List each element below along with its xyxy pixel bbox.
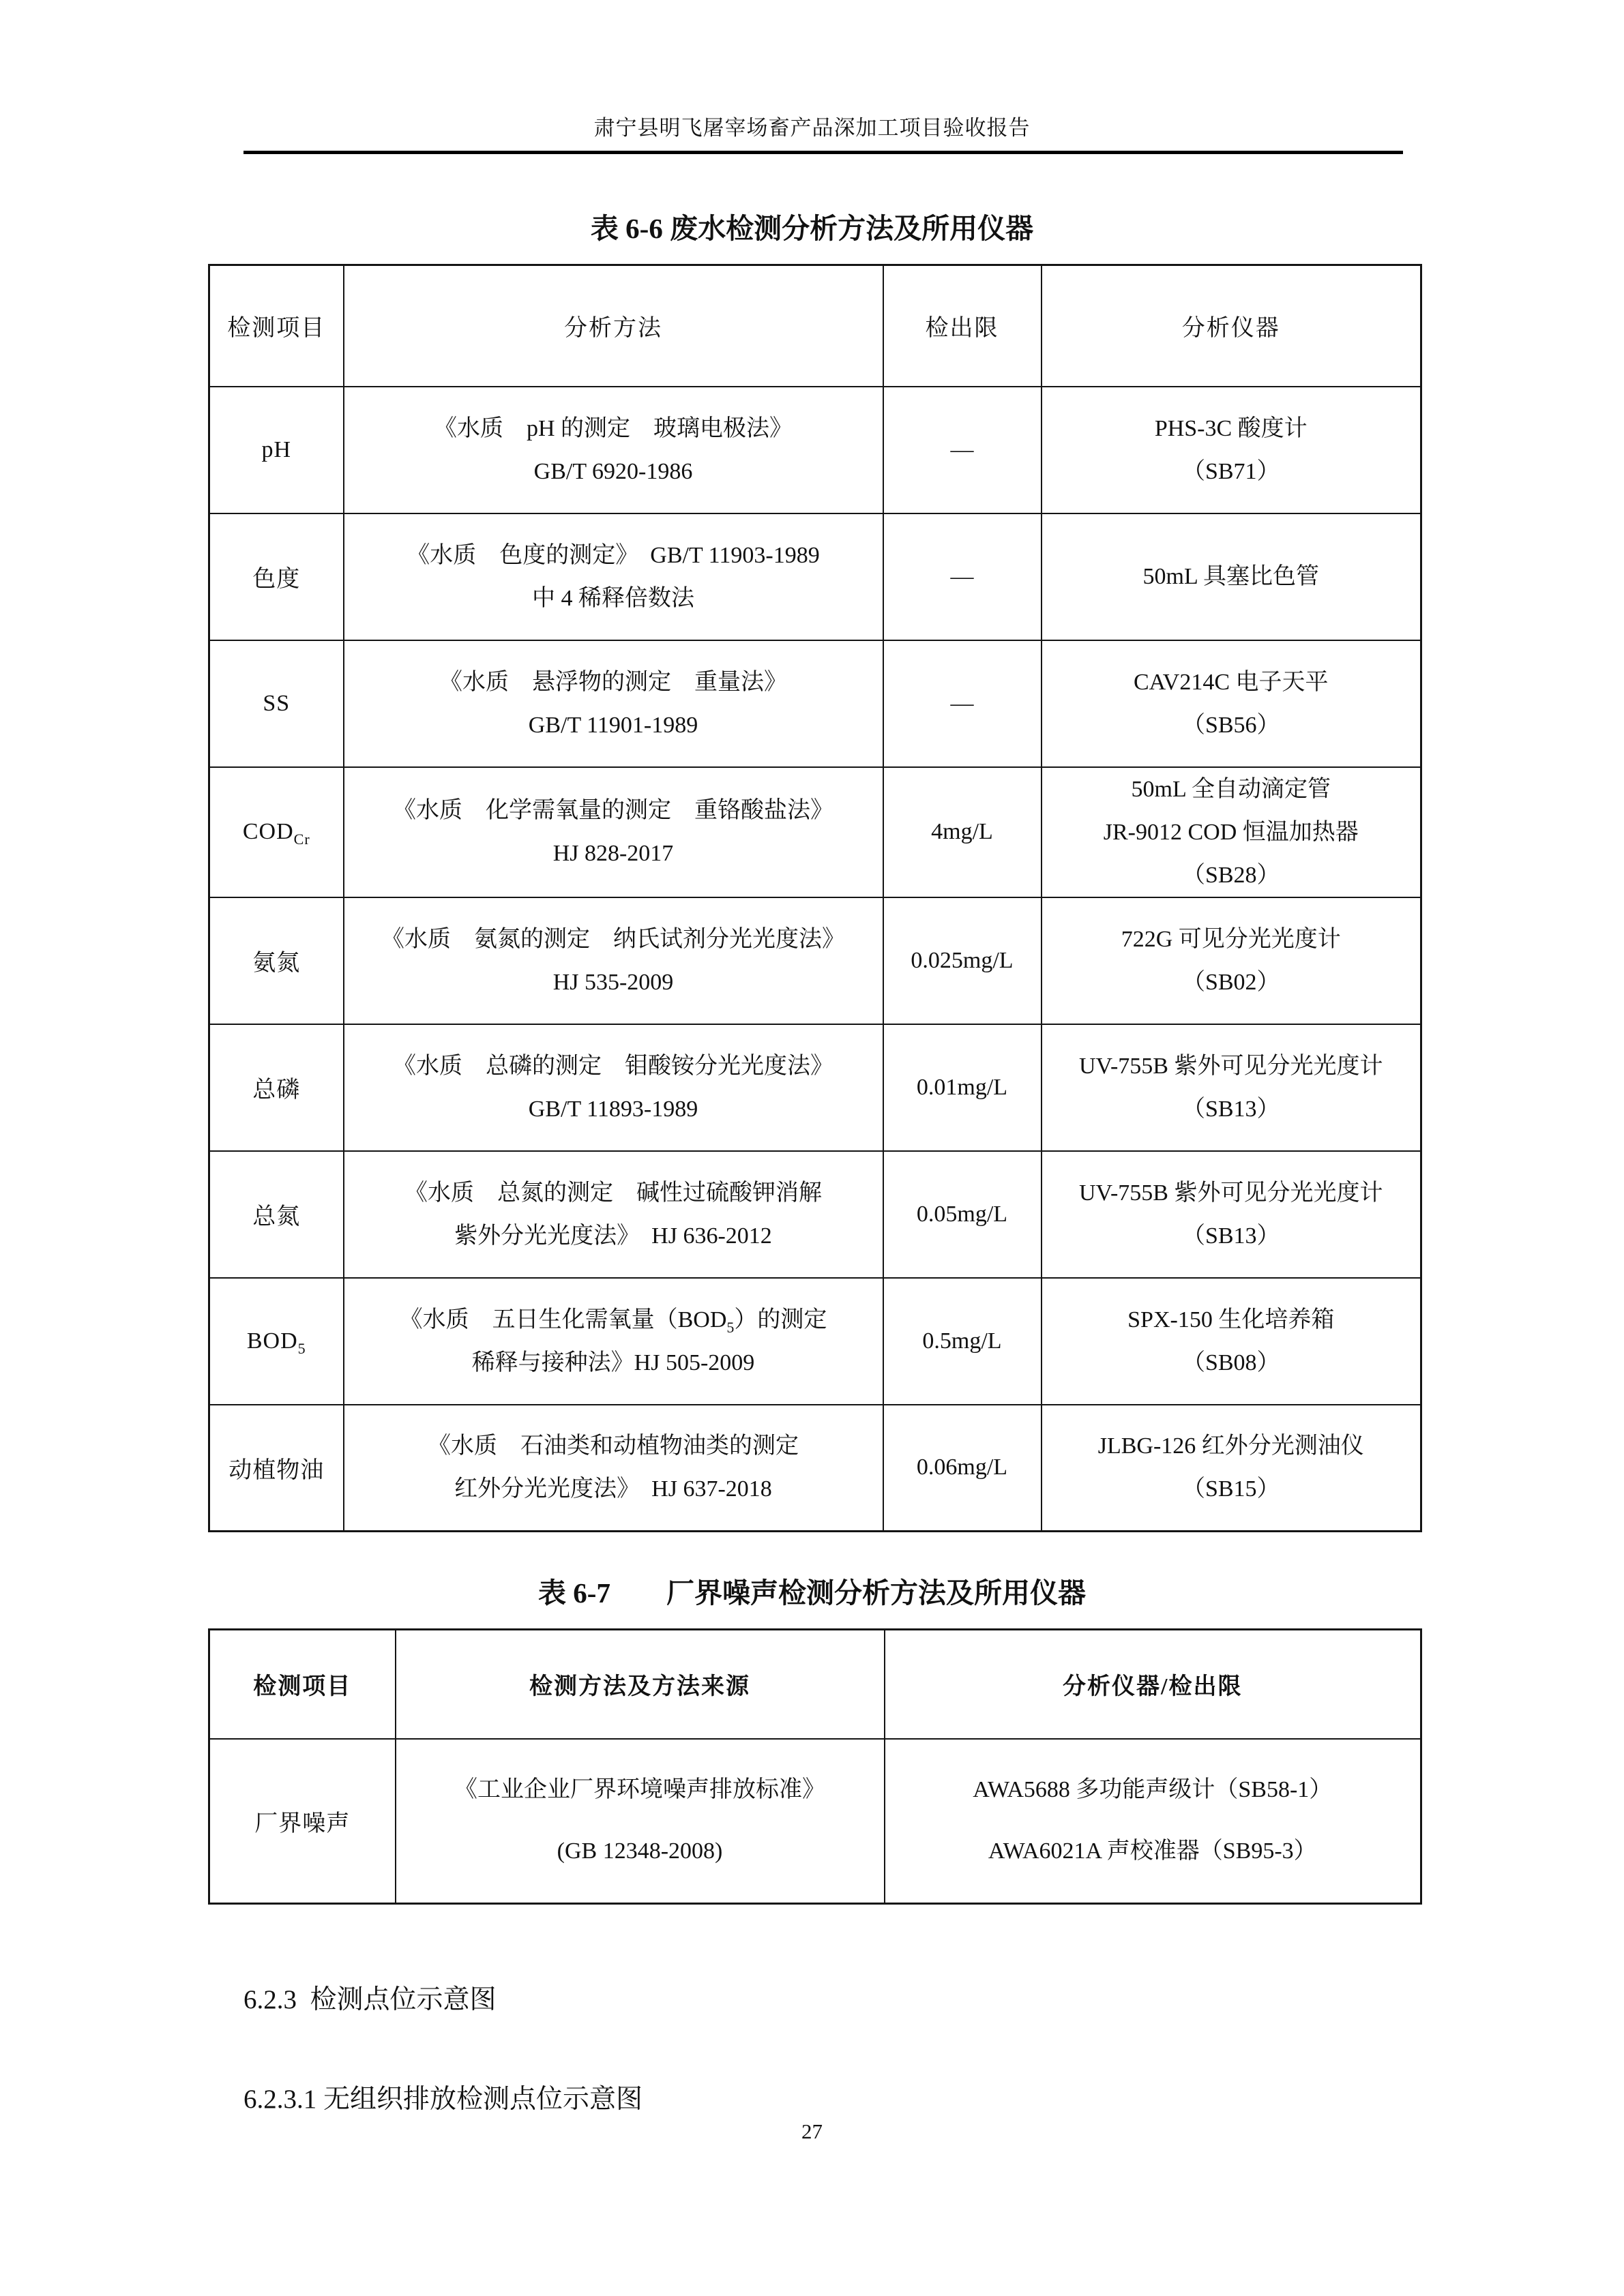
item-label: pH xyxy=(261,436,292,462)
section-heading-6-2-3-1: 6.2.3.1 无组织排放检测点位示意图 xyxy=(243,2085,643,2114)
method-text: ）的测定 xyxy=(734,1307,827,1332)
method-line: 《水质 悬浮物的测定 重量法》 xyxy=(439,669,787,695)
item-label: SS xyxy=(263,690,291,716)
method-line: 《水质 总磷的测定 钼酸铵分光光度法》 xyxy=(393,1053,833,1079)
instrument-line: AWA5688 多功能声级计（SB58-1） xyxy=(973,1777,1333,1803)
limit-cell: 4mg/L xyxy=(883,767,1042,897)
item-cell xyxy=(209,897,344,1024)
limit-cell: — xyxy=(883,513,1042,640)
limit-cell: 0.05mg/L xyxy=(883,1151,1042,1278)
method-cell xyxy=(344,1278,883,1405)
method-cell xyxy=(344,513,883,640)
method-line: GB/T 11893-1989 xyxy=(528,1096,698,1122)
item-subscript: Cr xyxy=(293,830,310,848)
item-label: BOD xyxy=(246,1328,298,1354)
instrument-line: UV-755B 紫外可见分光光度计 xyxy=(1079,1180,1383,1206)
t66-row-tn xyxy=(209,1151,1421,1278)
t66-header-instrument: 分析仪器 xyxy=(1042,265,1421,387)
method-cell xyxy=(396,1739,885,1904)
header-rule xyxy=(243,151,1403,154)
limit-cell: 0.06mg/L xyxy=(883,1405,1042,1532)
method-line: 《水质 pH 的测定 玻璃电极法》 xyxy=(433,415,793,441)
item-cell xyxy=(209,387,344,513)
method-cell xyxy=(344,897,883,1024)
item-subscript: 5 xyxy=(297,1339,306,1357)
method-line: 紫外分光光度法》 HJ 636-2012 xyxy=(454,1223,772,1249)
method-cell xyxy=(344,1151,883,1278)
instrument-line: （SB13） xyxy=(1181,1096,1280,1122)
instrument-line: SPX-150 生化培养箱 xyxy=(1127,1307,1335,1332)
instrument-cell xyxy=(1042,897,1421,1024)
instrument-line: AWA6021A 声校准器（SB95-3） xyxy=(988,1838,1317,1864)
method-line: (GB 12348-2008) xyxy=(557,1838,723,1864)
t67-header-item: 检测项目 xyxy=(209,1630,396,1739)
item-cell xyxy=(209,513,344,640)
t67-row-boundary-noise xyxy=(209,1739,1421,1904)
instrument-line: UV-755B 紫外可见分光光度计 xyxy=(1079,1053,1383,1079)
t66-row-nh3n xyxy=(209,897,1421,1024)
limit-cell: — xyxy=(883,387,1042,513)
item-cell xyxy=(209,640,344,767)
item-cell xyxy=(209,1151,344,1278)
instrument-cell xyxy=(885,1739,1421,1904)
method-line: 中 4 稀释倍数法 xyxy=(532,585,694,611)
item-label: 动植物油 xyxy=(228,1457,325,1483)
t66-header-limit: 检出限 xyxy=(883,265,1042,387)
t66-row-ph xyxy=(209,387,1421,513)
instrument-line: （SB28） xyxy=(1181,862,1280,888)
method-line: GB/T 6920-1986 xyxy=(533,458,693,484)
instrument-line: 50mL 全自动滴定管 xyxy=(1131,776,1331,802)
instrument-line: （SB08） xyxy=(1181,1350,1280,1375)
instrument-cell xyxy=(1042,767,1421,897)
t66-row-ss xyxy=(209,640,1421,767)
page-number: 27 xyxy=(801,2119,823,2143)
instrument-cell xyxy=(1042,640,1421,767)
table-6-7-title: 表 6-7 厂界噪声检测分析方法及所用仪器 xyxy=(538,1577,1086,1609)
page-header-title: 肃宁县明飞屠宰场畜产品深加工项目验收报告 xyxy=(593,116,1031,140)
method-line: 稀释与接种法》HJ 505-2009 xyxy=(471,1350,755,1375)
method-cell xyxy=(344,387,883,513)
method-line: 《水质 石油类和动植物油类的测定 xyxy=(428,1433,799,1459)
method-line: GB/T 11901-1989 xyxy=(528,712,698,738)
method-cell xyxy=(344,1024,883,1151)
instrument-cell xyxy=(1042,513,1421,640)
method-line: HJ 535-2009 xyxy=(552,969,674,995)
method-line: 《水质 色度的测定》 GB/T 11903-1989 xyxy=(407,542,820,568)
t67-header-method: 检测方法及方法来源 xyxy=(396,1630,885,1739)
instrument-line: （SB02） xyxy=(1181,969,1280,995)
instrument-cell xyxy=(1042,1278,1421,1405)
method-line xyxy=(349,1298,879,1341)
method-cell xyxy=(344,1405,883,1532)
instrument-cell xyxy=(1042,1151,1421,1278)
method-line: 红外分光光度法》 HJ 637-2018 xyxy=(454,1476,772,1502)
method-cell xyxy=(344,767,883,897)
instrument-line: （SB13） xyxy=(1181,1223,1280,1249)
item-label: COD xyxy=(242,819,294,844)
section-heading-6-2-3: 6.2.3 检测点位示意图 xyxy=(243,1985,497,2014)
instrument-line: CAV214C 电子天平 xyxy=(1133,669,1329,695)
instrument-line: JLBG-126 红外分光测油仪 xyxy=(1097,1433,1364,1459)
instrument-line: （SB56） xyxy=(1181,712,1280,738)
method-line: HJ 828-2017 xyxy=(552,841,674,866)
instrument-cell xyxy=(1042,1024,1421,1151)
limit-cell: 0.5mg/L xyxy=(883,1278,1042,1405)
method-cell xyxy=(344,640,883,767)
t66-header-method: 分析方法 xyxy=(344,265,883,387)
method-line: 《水质 化学需氧量的测定 重铬酸盐法》 xyxy=(393,798,833,823)
item-cell xyxy=(209,767,344,897)
t66-row-tp xyxy=(209,1024,1421,1151)
limit-cell: 0.01mg/L xyxy=(883,1024,1042,1151)
method-line: 《水质 总氮的测定 碱性过硫酸钾消解 xyxy=(404,1180,822,1206)
instrument-cell xyxy=(1042,1405,1421,1532)
method-line: 《工业企业厂界环境噪声排放标准》 xyxy=(454,1777,825,1803)
table-6-6-wastewater-methods xyxy=(208,264,1422,1532)
item-label: 总氮 xyxy=(252,1204,301,1229)
t67-header-instrument: 分析仪器/检出限 xyxy=(885,1630,1421,1739)
method-line: 《水质 氨氮的测定 纳氏试剂分光光度法》 xyxy=(381,926,845,952)
item-cell xyxy=(209,1024,344,1151)
t67-header-row xyxy=(209,1630,1421,1739)
instrument-cell xyxy=(1042,387,1421,513)
item-cell xyxy=(209,1405,344,1532)
item-label: 总磷 xyxy=(252,1077,301,1103)
t66-header-row xyxy=(209,265,1421,387)
table-6-6-title: 表 6-6 废水检测分析方法及所用仪器 xyxy=(590,213,1034,244)
item-cell xyxy=(209,1278,344,1405)
limit-cell: — xyxy=(883,640,1042,767)
instrument-line: JR-9012 COD 恒温加热器 xyxy=(1103,819,1359,845)
item-label: 色度 xyxy=(252,567,301,592)
instrument-line: PHS-3C 酸度计 xyxy=(1154,415,1308,441)
t66-header-item: 检测项目 xyxy=(209,265,344,387)
instrument-line: （SB15） xyxy=(1181,1476,1280,1502)
instrument-line: 50mL 具塞比色管 xyxy=(1142,564,1319,589)
t66-row-bod5 xyxy=(209,1278,1421,1405)
item-cell: 厂界噪声 xyxy=(209,1739,396,1904)
method-text: 《水质 五日生化需氧量（BOD xyxy=(399,1307,727,1332)
method-subscript: 5 xyxy=(726,1318,735,1336)
instrument-line: （SB71） xyxy=(1181,458,1280,484)
limit-cell: 0.025mg/L xyxy=(883,897,1042,1024)
t66-row-color xyxy=(209,513,1421,640)
t66-row-codcr xyxy=(209,767,1421,897)
instrument-line: 722G 可见分光光度计 xyxy=(1121,926,1341,952)
item-label: 氨氮 xyxy=(252,951,301,976)
t66-row-animal-oil xyxy=(209,1405,1421,1532)
table-6-7-noise-methods xyxy=(208,1628,1422,1905)
